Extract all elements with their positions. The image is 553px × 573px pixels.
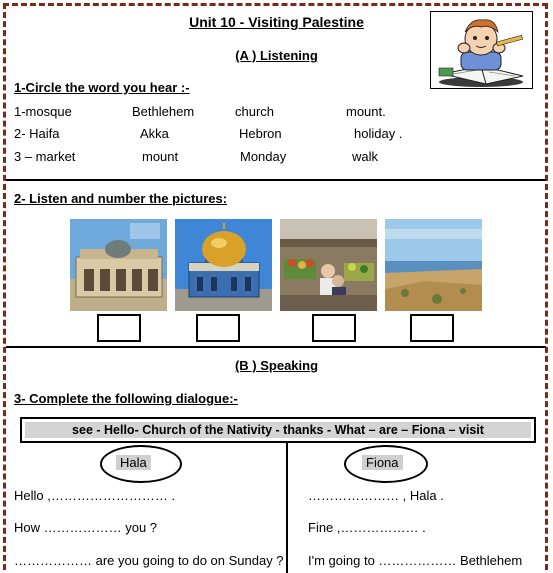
q1-word[interactable]: 3 – market	[14, 149, 76, 164]
q1-word[interactable]: Bethlehem	[132, 104, 195, 119]
dialogue-line-fiona[interactable]: Fine ,……………… .	[308, 520, 426, 535]
q2-heading: 2- Listen and number the pictures:	[14, 191, 228, 206]
word-bank-text: see - Hello- Church of the Nativity - thanks - What – are – Fiona – visit	[25, 422, 531, 438]
photo-market	[280, 219, 377, 311]
picture-number-box[interactable]	[196, 314, 240, 342]
dialogue-line-fiona[interactable]: I'm going to ……………… Bethlehem	[308, 553, 523, 568]
q1-word[interactable]: Akka	[140, 126, 169, 141]
q1-word[interactable]: 1-mosque	[14, 104, 72, 119]
word-bank	[20, 417, 536, 443]
q1-word[interactable]: 2- Haifa	[14, 126, 60, 141]
q1-word[interactable]: walk	[352, 149, 379, 164]
q1-word[interactable]: Monday	[240, 149, 287, 164]
dialogue-line-hala[interactable]: Hello ,……………………… .	[14, 488, 176, 503]
q1-word[interactable]: holiday .	[354, 126, 403, 141]
section-divider	[6, 346, 546, 348]
speaker-name-fiona: Fiona	[362, 455, 403, 470]
q1-word[interactable]: mount.	[346, 104, 386, 119]
section-divider	[6, 179, 546, 181]
photo-dome	[175, 219, 272, 311]
dialogue-divider	[286, 443, 288, 573]
q1-word[interactable]: church	[235, 104, 275, 119]
picture-number-box[interactable]	[410, 314, 454, 342]
q1-word[interactable]: Hebron	[239, 126, 282, 141]
picture-number-box[interactable]	[312, 314, 356, 342]
picture-number-box[interactable]	[97, 314, 141, 342]
dialogue-line-fiona[interactable]: ………………… , Hala .	[308, 488, 444, 503]
section-b-title: (B ) Speaking	[234, 358, 319, 373]
student-illustration	[430, 11, 533, 89]
photo-mosque	[70, 219, 167, 311]
unit-title: Unit 10 - Visiting Palestine	[189, 14, 364, 30]
q1-word[interactable]: mount	[142, 149, 179, 164]
q3-heading: 3- Complete the following dialogue:-	[14, 391, 238, 406]
section-a-title: (A ) Listening	[235, 48, 318, 63]
dialogue-line-hala[interactable]: ……………… are you going to do on Sunday ?	[14, 553, 284, 568]
dialogue-line-hala[interactable]: How ……………… you ?	[14, 520, 158, 535]
photo-coast	[385, 219, 482, 311]
speaker-name-hala: Hala	[116, 455, 151, 470]
q1-heading: 1-Circle the word you hear :-	[14, 80, 190, 95]
